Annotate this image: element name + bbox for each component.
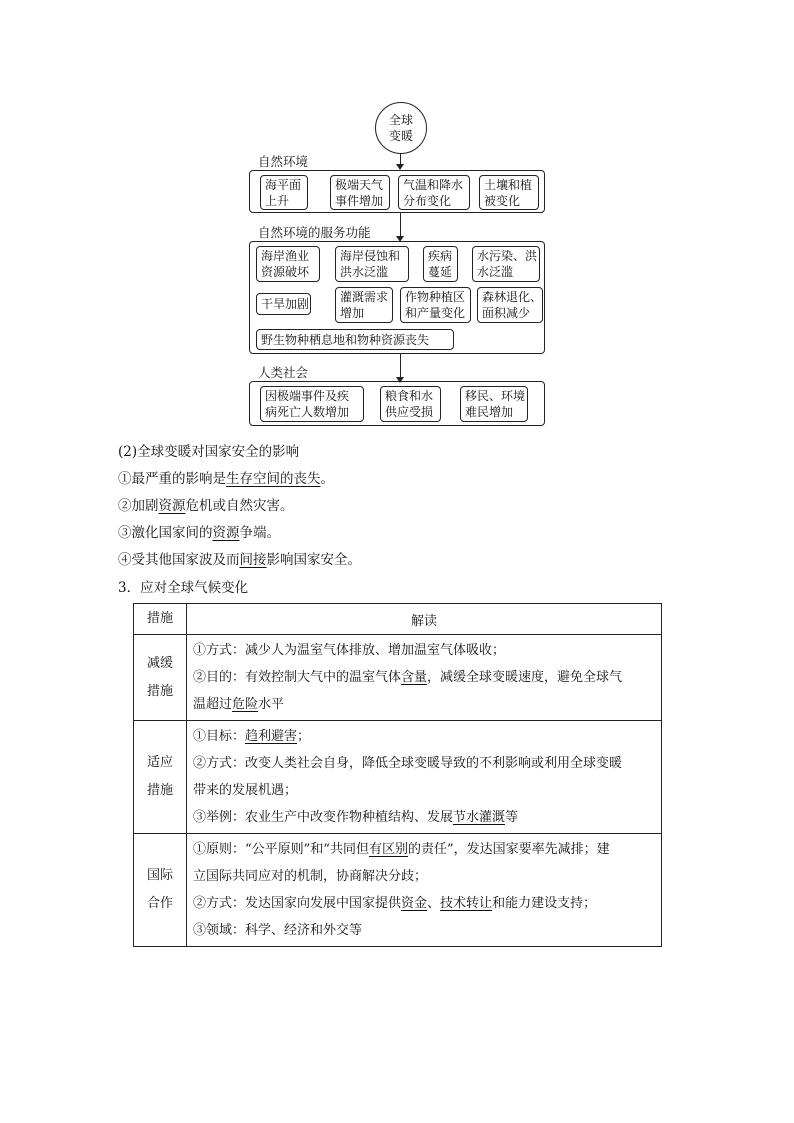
node-food-water: [380, 386, 441, 422]
row-content-mitigation: [187, 635, 662, 721]
table-row-adaptation: [134, 721, 662, 834]
underlined-text: 有区别: [368, 842, 408, 857]
node-text: 分布变化: [403, 193, 452, 208]
node-text: 资源破坏: [261, 265, 310, 279]
society-label: 人类社会: [258, 365, 309, 380]
node-text: 难民增加: [465, 405, 514, 419]
node-text: 海平面: [265, 177, 302, 192]
node-text: 海岸侵蚀和: [340, 249, 401, 263]
content-line: [193, 804, 655, 831]
node-text: 供应受损: [385, 405, 434, 419]
text: ②方式：发达国家向发展中国家提供: [193, 896, 402, 911]
node-text: 洪水泛滥: [340, 265, 389, 279]
underlined-text: 资源: [212, 525, 240, 541]
label-line: 国际: [146, 868, 173, 883]
row-label-adaptation: [134, 721, 187, 834]
node-text: 粮食和水: [385, 389, 434, 403]
node-text: 干旱加剧: [261, 297, 310, 311]
node-text: 野生物种栖息地和物种资源丧失: [261, 332, 430, 347]
text: ③激化国家间的: [118, 525, 213, 541]
node-text: 面积减少: [482, 306, 531, 320]
node-text: 增加: [340, 306, 365, 320]
text: 等: [505, 810, 519, 825]
label-line: 减缓: [146, 655, 173, 671]
text: ②加剧: [118, 498, 159, 514]
underlined-text: 节水灌溉: [453, 810, 506, 825]
text: 。: [320, 471, 334, 487]
node-soil-vegetation: [479, 175, 539, 210]
table-row-cooperation: [134, 834, 662, 947]
node-text: 土壤和植: [484, 177, 533, 192]
node-water-pollution: [472, 246, 540, 282]
underlined-text: 资金: [401, 896, 428, 911]
node-text: 森林退化、: [482, 290, 543, 304]
node-coastal-fishery: [256, 246, 320, 282]
natural-env-box: [249, 170, 545, 213]
measures-table: [133, 603, 662, 947]
content-line: ③领域：科学、经济和外交等: [193, 923, 363, 938]
security-item-4: [118, 548, 361, 568]
services-label: 自然环境的服务功能: [258, 225, 371, 240]
underlined-text: 资源: [158, 498, 186, 514]
node-drought: [256, 293, 311, 315]
node-text: 海岸渔业: [261, 249, 310, 263]
content-line: 立国际共同应对的机制，协商解决分歧；: [193, 869, 428, 884]
security-item-1: [118, 467, 334, 487]
node-text: 和产量变化: [405, 306, 466, 320]
node-text: 灌溉需求: [340, 290, 389, 304]
node-death-increase: [260, 386, 364, 422]
underlined-text: 危险: [232, 697, 259, 712]
root-node-global-warming: [375, 102, 427, 154]
underlined-text: 技术转让: [440, 896, 493, 911]
node-text: 极端天气: [335, 177, 384, 192]
services-box: [249, 241, 545, 354]
text: 争端。: [239, 525, 280, 541]
text: ；: [297, 729, 311, 744]
text: 危机或自然灾害。: [185, 498, 294, 514]
text: 和能力建设支持；: [492, 896, 597, 911]
content-line: 带来的发展机遇；: [193, 783, 298, 798]
node-text: 被变化: [484, 193, 521, 208]
node-text: 疾病: [428, 249, 453, 263]
society-box: [249, 381, 545, 426]
node-irrigation: [335, 287, 393, 323]
node-extreme-weather: [330, 175, 390, 210]
content-line: [193, 664, 655, 691]
table-header-row: [134, 604, 662, 635]
node-disease-spread: [423, 246, 458, 282]
node-wildlife-habitat: [256, 329, 454, 350]
row-label-mitigation: [134, 635, 187, 721]
node-text: 作物种植区: [405, 290, 466, 304]
node-sea-level-rise: [260, 175, 308, 210]
text: ，减缓全球变暖速度，避免全球气: [427, 670, 623, 685]
root-line-1: 全球: [388, 113, 413, 127]
text: ①最严重的影响是: [118, 471, 226, 487]
content-line: ②方式：改变人类社会自身，降低全球变暖导致的不利影响或利用全球变暖: [193, 756, 623, 771]
text: 、: [427, 896, 441, 911]
underlined-text: 含量: [401, 670, 428, 685]
security-item-2: [118, 494, 294, 514]
node-text: 气温和降水: [403, 177, 464, 192]
content-line: ①方式：减少人为温室气体排放、增加温室气体吸收；: [193, 643, 506, 658]
node-text: 水泛滥: [477, 265, 514, 279]
node-text: 病死亡人数增加: [265, 405, 350, 419]
label-line: 合作: [146, 896, 173, 911]
row-label-cooperation: [134, 834, 187, 947]
node-text: 因极端事件及疾: [265, 389, 350, 403]
text: 水平: [258, 697, 285, 712]
text: ②目的：有效控制大气中的温室气体: [193, 670, 402, 685]
underlined-text: 间接: [239, 552, 267, 568]
root-line-2: 变暖: [388, 129, 413, 143]
text: ①原则：“公平原则”和“共同但: [193, 842, 369, 857]
content-line: [193, 723, 655, 750]
node-text: 事件增加: [335, 193, 384, 208]
security-item-3: [118, 521, 280, 541]
node-coastal-erosion: [335, 246, 409, 282]
text: 温超过: [193, 697, 233, 712]
text: 的责任”，发达国家要率先减排；建: [407, 842, 610, 857]
underlined-text: 生存空间的丧失: [226, 471, 321, 487]
content-line: [193, 691, 655, 718]
node-forest-degradation: [477, 287, 543, 323]
label-line: 措施: [146, 783, 173, 798]
node-temp-precip: [398, 175, 470, 210]
node-text: 水污染、洪: [477, 249, 538, 263]
text: ④受其他国家波及而: [118, 552, 240, 568]
content-line: [193, 836, 655, 863]
text: ①目标：: [193, 729, 246, 744]
content-line: [193, 890, 655, 917]
row-content-adaptation: [187, 721, 662, 834]
header-measure: 措施: [134, 604, 187, 635]
natural-env-label: 自然环境: [258, 154, 309, 169]
node-text: 上升: [265, 193, 290, 208]
table-row-mitigation: [134, 635, 662, 721]
node-crop-area: [400, 287, 471, 323]
row-content-cooperation: [187, 834, 662, 947]
text: ③举例：农业生产中改变作物种植结构、发展: [193, 810, 454, 825]
label-line: 措施: [146, 683, 173, 699]
node-migration: [460, 386, 528, 422]
header-interpretation: 解读: [187, 604, 662, 635]
label-line: 适应: [146, 755, 173, 770]
section-3-title: 3．应对全球气候变化: [118, 580, 249, 596]
node-text: 移民、环境: [465, 389, 526, 403]
text: 影响国家安全。: [266, 552, 361, 568]
node-text: 蔓延: [428, 265, 453, 279]
underlined-text: 趋利避害: [245, 729, 298, 744]
security-heading: (2)全球变暖对国家安全的影响: [118, 444, 300, 460]
